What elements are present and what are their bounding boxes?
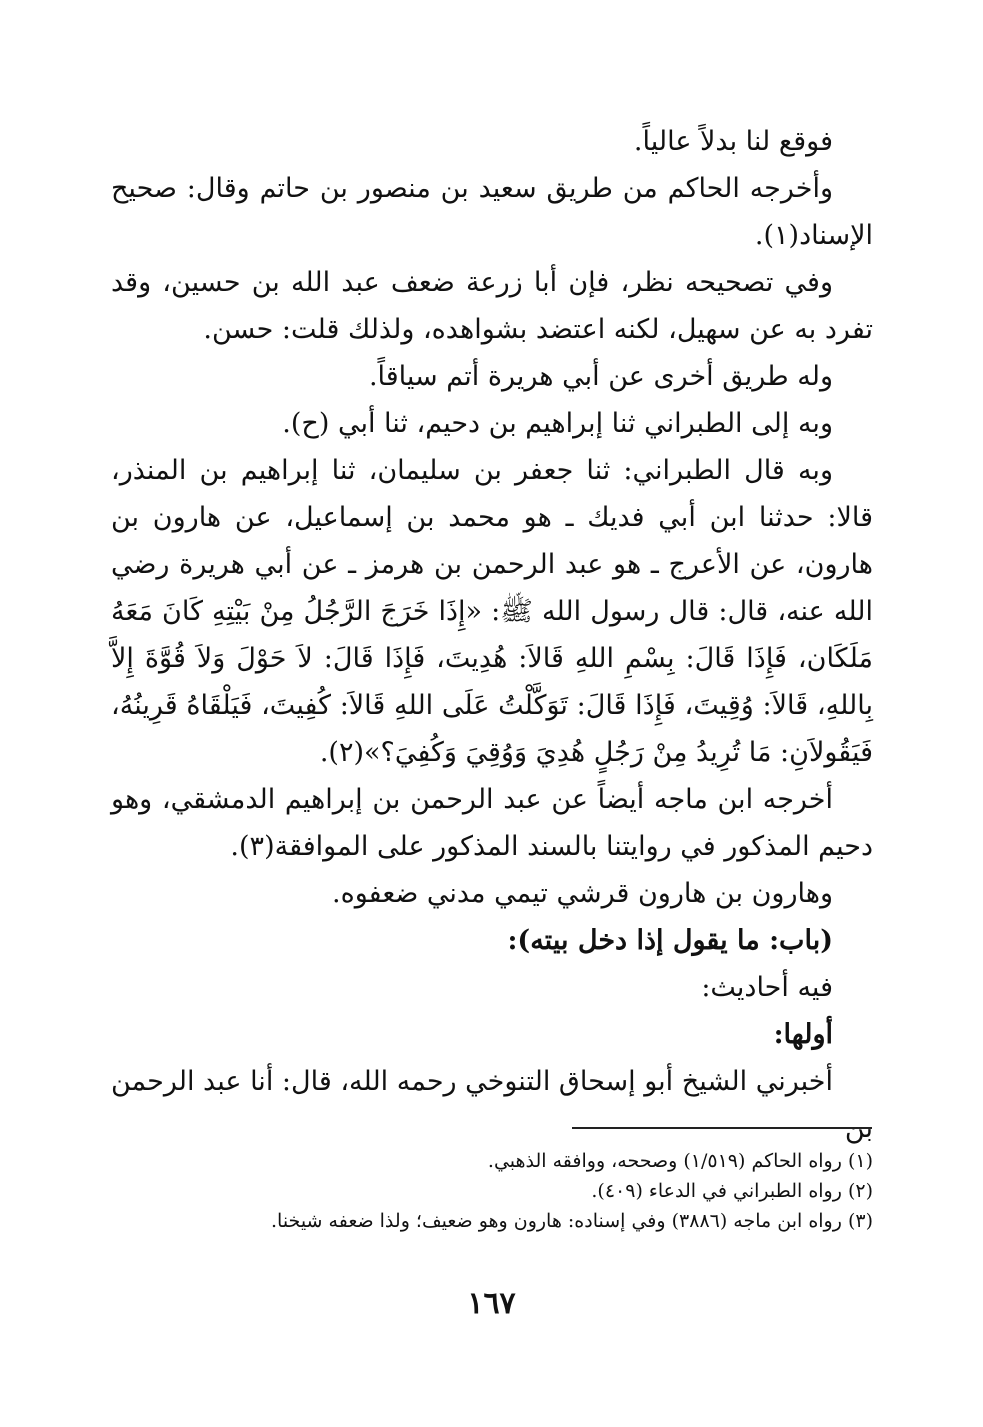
paragraph: فيه أحاديث:: [701, 972, 833, 1003]
paragraph: أخرجه ابن ماجه أيضاً عن عبد الرحمن بن إبراهيم الدمشقي، وهو دحيم المذكور في روايتنا بالسند المذكور على الموافقة(٣).: [111, 784, 873, 862]
paragraph: أخبرني الشيخ أبو إسحاق التنوخي رحمه الله، قال: أنا عبد الرحمن بن: [111, 1066, 873, 1144]
footnote-divider: [572, 1127, 872, 1129]
paragraph: وفي تصحيحه نظر، فإن أبا زرعة ضعف عبد الله بن حسين، وقد تفرد به عن سهيل، لكنه اعتضد بشواهده، ولذلك قلت: حسن.: [111, 267, 873, 345]
footnotes: [111, 1146, 873, 1236]
paragraph: وله طريق أخرى عن أبي هريرة أتم سياقاً.: [368, 361, 833, 392]
paragraph: وأخرجه الحاكم من طريق سعيد بن منصور بن حاتم وقال: صحيح الإسناد(١).: [111, 173, 873, 251]
paragraph: وبه إلى الطبراني ثنا إبراهيم بن دحيم، ثنا أبي (ح).: [282, 408, 833, 439]
footnote: (٣) رواه ابن ماجه (٣٨٨٦) وفي إسناده: هارون وهو ضعيف؛ ولذا ضعفه شيخنا.: [271, 1210, 873, 1232]
footnote: (٢) رواه الطبراني في الدعاء (٤٠٩).: [591, 1180, 873, 1202]
paragraph: وهارون بن هارون قرشي تيمي مدني ضعفوه.: [332, 878, 833, 909]
paragraph: فوقع لنا بدلاً عالياً.: [633, 126, 833, 157]
section-heading: (باب: ما يقول إذا دخل بيته):: [507, 925, 833, 956]
footnote: (١) رواه الحاكم (١/٥١٩) وصححه، ووافقه الذهبي.: [487, 1150, 873, 1172]
subheading: أولها:: [773, 1019, 833, 1050]
paragraph: وبه قال الطبراني: ثنا جعفر بن سليمان، ثنا إبراهيم بن المنذر، قالا: حدثنا ابن أبي فديك ـ هو محمد بن إسماعيل، عن هارون بن هارون، عن الأعرج ـ هو عبد الرحمن بن هرمز ـ عن أبي هريرة رضي الله عنه، قال: قال رسول الله ﷺ: «إِذَا خَرَجَ الرَّجُلُ مِنْ بَيْتِهِ كَانَ مَعَهُ مَلَكَان، فَإِذَا قَالَ: بِسْمِ اللهِ قَالاَ: هُدِيتَ، فَإِذَا قَالَ: لاَ حَوْلَ وَلاَ قُوَّةَ إِلاَّ بِاللهِ، قَالاَ: وُقِيتَ، فَإِذَا قَالَ: تَوَكَّلْتُ عَلَى اللهِ قَالاَ: كُفِيتَ، فَيَلْقَاهُ قَرِينُهُ، فَيَقُولاَنِ: مَا تُرِيدُ مِنْ رَجُلٍ هُدِيَ وَوُقِيَ وَكُفِيَ؟»(٢).: [111, 455, 873, 768]
main-text: [111, 118, 873, 1152]
page-number: ١٦٧: [467, 1286, 516, 1321]
